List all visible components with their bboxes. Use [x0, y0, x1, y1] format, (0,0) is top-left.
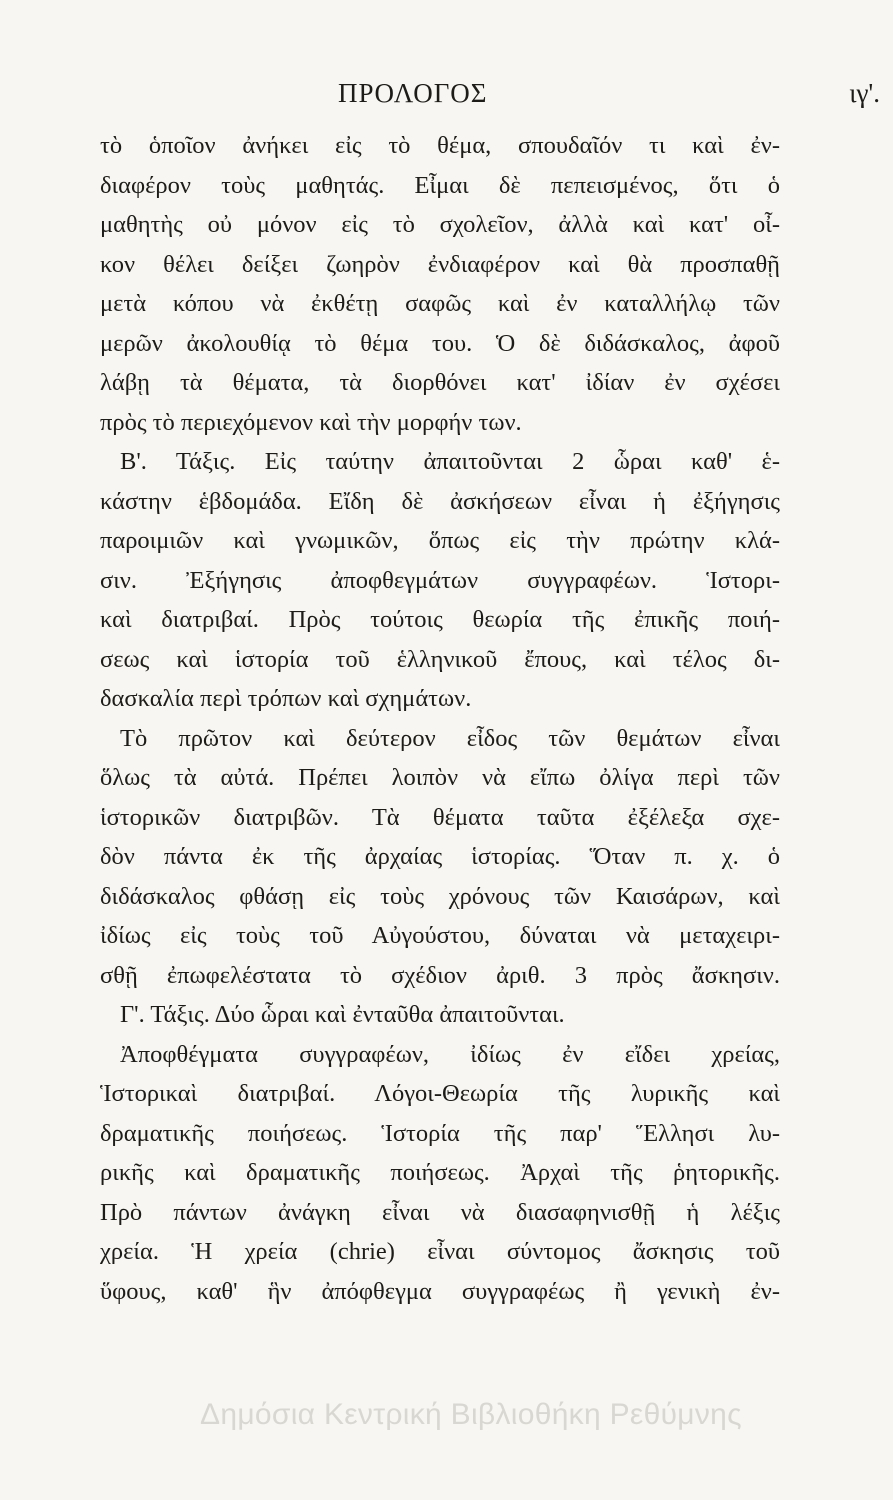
- text-line: ρικῆς καὶ δραματικῆς ποιήσεως. Ἀρχαὶ τῆς ῥητορικῆς.: [100, 1159, 780, 1186]
- body-text: [100, 126, 780, 1311]
- library-watermark: Δημόσια Κεντρική Βιβλιοθήκη Ρεθύμνης: [200, 1398, 742, 1431]
- running-head: ΠΡΟΛΟΓΟΣ: [338, 78, 488, 108]
- text-line: καὶ διατριβαί. Πρὸς τούτοις θεωρία τῆς ἐπικῆς ποιή-: [100, 606, 780, 633]
- text-line: λάβῃ τὰ θέματα, τὰ διορθόνει κατ' ἰδίαν ἐν σχέσει: [100, 369, 780, 396]
- text-line: ὅλως τὰ αὐτά. Πρέπει λοιπὸν νὰ εἴπω ὀλίγα περὶ τῶν: [100, 764, 780, 791]
- text-line: διδάσκαλος φθάσῃ εἰς τοὺς χρόνους τῶν Καισάρων, καὶ: [100, 882, 780, 910]
- page-header: [100, 78, 880, 118]
- text-line: δὸν πάντα ἐκ τῆς ἀρχαίας ἱστορίας. Ὅταν π. χ. ὁ: [100, 843, 780, 870]
- text-line: σεως καὶ ἱστορία τοῦ ἑλληνικοῦ ἔπους, καὶ τέλος δι-: [100, 645, 780, 673]
- text-line: σιν. Ἐξήγησις ἀποφθεγμάτων συγγραφέων. Ἱστορι-: [100, 566, 780, 594]
- text-line: κάστην ἑβδομάδα. Εἴδη δὲ ἀσκήσεων εἶναι ἡ ἐξήγησις: [100, 487, 780, 515]
- text-line: Ἱστορικαὶ διατριβαί. Λόγοι-Θεωρία τῆς λυρικῆς καὶ: [100, 1080, 780, 1107]
- text-line: σθῇ ἐπωφελέστατα τὸ σχέδιον ἀριθ. 3 πρὸς ἄσκησιν.: [100, 961, 780, 989]
- text-line: Πρὸ πάντων ἀνάγκη εἶναι νὰ διασαφηνισθῇ ἡ λέξις: [100, 1198, 780, 1226]
- text-line: ὕφους, καθ' ἣν ἀπόφθεγμα συγγραφέως ἢ γενικὴ ἐν-: [100, 1277, 780, 1305]
- text-line: Τὸ πρῶτον καὶ δεύτερον εἶδος τῶν θεμάτων εἶναι: [120, 724, 780, 752]
- text-line: μετὰ κόπου νὰ ἐκθέτῃ σαφῶς καὶ ἐν καταλλήλῳ τῶν: [100, 290, 780, 317]
- text-line: χρεία. Ἡ χρεία (chrie) εἶναι σύντομος ἄσκησις τοῦ: [100, 1238, 780, 1265]
- text-line: μαθητὴς οὐ μόνον εἰς τὸ σχολεῖον, ἀλλὰ καὶ κατ' οἶ-: [100, 211, 780, 238]
- text-line: Ἀποφθέγματα συγγραφέων, ἰδίως ἐν εἴδει χρείας,: [120, 1040, 780, 1068]
- text-line: κον θέλει δείξει ζωηρὸν ἐνδιαφέρον καὶ θὰ προσπαθῇ: [100, 250, 780, 278]
- text-line: παροιμιῶν καὶ γνωμικῶν, ὅπως εἰς τὴν πρώτην κλά-: [100, 527, 780, 554]
- page-number: ιγ'.: [849, 78, 880, 108]
- text-line: Β'. Τάξις. Εἰς ταύτην ἀπαιτοῦνται 2 ὧραι καθ' ἑ-: [120, 448, 780, 475]
- text-line: τὸ ὁποῖον ἀνήκει εἰς τὸ θέμα, σπουδαῖόν τι καὶ ἐν-: [100, 132, 780, 159]
- text-line: διαφέρον τοὺς μαθητάς. Εἶμαι δὲ πεπεισμένος, ὅτι ὁ: [100, 171, 780, 199]
- text-line: μερῶν ἀκολουθίᾳ τὸ θέμα του. Ὁ δὲ διδάσκαλος, ἀφοῦ: [100, 329, 780, 357]
- text-line: Γ'. Τάξις. Δύο ὧραι καὶ ἐνταῦθα ἀπαιτοῦνται.: [120, 1001, 565, 1028]
- text-line: δραματικῆς ποιήσεως. Ἱστορία τῆς παρ' Ἕλλησι λυ-: [100, 1119, 780, 1147]
- text-line: πρὸς τὸ περιεχόμενον καὶ τὴν μορφήν των.: [100, 408, 522, 436]
- text-line: ἱστορικῶν διατριβῶν. Τὰ θέματα ταῦτα ἐξέλεξα σχε-: [100, 803, 780, 831]
- text-line: δασκαλία περὶ τρόπων καὶ σχημάτων.: [100, 685, 472, 712]
- text-line: ἰδίως εἰς τοὺς τοῦ Αὐγούστου, δύναται νὰ μεταχειρι-: [100, 922, 780, 949]
